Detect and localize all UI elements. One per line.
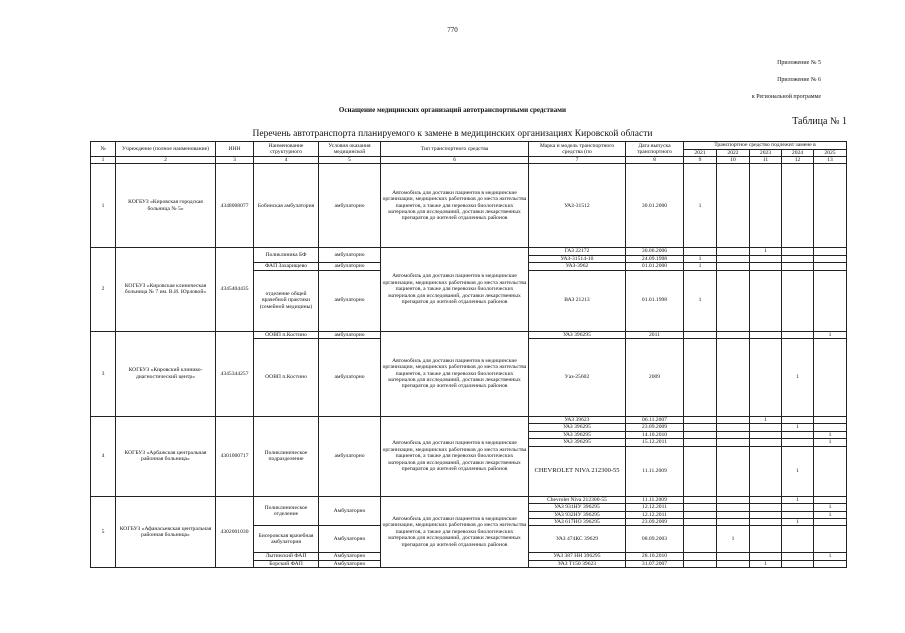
index-cell: 12	[782, 157, 814, 164]
replace-2025: 1	[814, 439, 847, 446]
institution-name: КОГБУЗ «Кировская городская больница № 5»	[116, 164, 216, 248]
replace-2025	[814, 496, 847, 503]
row-num: 2	[91, 248, 116, 331]
vehicle-type: Автомобиль для доставки пациентов в медицинские организации, медицинских работников до места жительства пациентов, а также для перевозки биологических материалов для исследований, доставки лекарственных препаратов до жителей отдаленных районов	[381, 164, 529, 248]
replace-2021	[684, 339, 717, 417]
header-replace: Транспортное средство подлежит замене в	[684, 142, 847, 150]
index-cell: 1	[91, 157, 116, 164]
vehicle-model: Уаз-25602	[529, 339, 626, 417]
replace-2023: 1	[750, 248, 782, 255]
header-institution: Учреждение (полное наименование)	[116, 142, 216, 157]
replace-2022	[717, 439, 750, 446]
release-date: 12.12.2011	[626, 504, 684, 511]
vehicle-model: УАЗ-31514-10	[529, 255, 626, 262]
replace-2021: 1	[684, 270, 717, 331]
vehicle-model: УАЗ 396295	[529, 424, 626, 431]
index-cell: 2	[116, 157, 216, 164]
vehicle-type: Автомобиль для доставки пациентов в медицинские организации, медицинских работников до места жительства пациентов, а также для перевозки биологических материалов для исследований, доставки лекарственных препаратов до жителей отдаленных районов	[381, 248, 529, 331]
replace-2021: 1	[684, 255, 717, 262]
conditions-value: Амбулаторно	[319, 496, 381, 526]
vehicle-model: УАЗ 396295	[529, 439, 626, 446]
replace-2021	[684, 439, 717, 446]
replace-2023	[750, 164, 782, 248]
replace-2021	[684, 446, 717, 496]
replace-2024: 1	[782, 496, 814, 503]
replace-2025: 1	[814, 331, 847, 338]
replace-2022: 1	[717, 526, 750, 553]
replace-2022	[717, 339, 750, 417]
annex-line-2: Приложение № 6	[777, 77, 821, 83]
release-date: 01.01.2000	[626, 263, 684, 270]
conditions-value: амбулаторно	[319, 417, 381, 497]
release-date: 01.01.1998	[626, 270, 684, 331]
replace-2021	[684, 504, 717, 511]
release-date: 11.11.2009	[626, 496, 684, 503]
replace-2023	[750, 263, 782, 270]
division-name: Лытинский ФАП	[254, 553, 319, 560]
vehicle-model: УАЗ 39623	[529, 417, 626, 424]
replace-2025: 1	[814, 431, 847, 438]
header-year: 2022	[717, 149, 750, 157]
replace-2022	[717, 553, 750, 560]
index-cell: 6	[381, 157, 529, 164]
replace-2023	[750, 255, 782, 262]
replace-2024: 1	[782, 339, 814, 417]
replace-2023	[750, 526, 782, 553]
vehicle-model: УАЗ 931НУ 396295	[529, 504, 626, 511]
header-model: Марка и модель транспортного средства (по	[529, 142, 626, 157]
header-division: Наименование структурного	[254, 142, 319, 157]
release-date: 14.10.2010	[626, 431, 684, 438]
vehicle-model: УАЗ-31512	[529, 164, 626, 248]
replace-2024	[782, 439, 814, 446]
division-name: ООВП п.Костино	[254, 339, 319, 417]
conditions-value: амбулаторно	[319, 270, 381, 331]
replace-2024	[782, 255, 814, 262]
table-subtitle: Перечень автотранспорта планируемого к замене в медицинских организациях Кировской области	[252, 129, 653, 139]
replace-2025	[814, 164, 847, 248]
index-cell: 8	[626, 157, 684, 164]
conditions-value: амбулаторно	[319, 263, 381, 270]
replace-2025	[814, 446, 847, 496]
vehicle-model: Chevrolet Niva 212300-55	[529, 496, 626, 503]
header-num: №	[91, 142, 116, 157]
replace-2023	[750, 270, 782, 331]
vehicle-model: CHEVROLET NIVA 212300-55	[529, 446, 626, 496]
row-num: 3	[91, 331, 116, 416]
institution-name: КОГБУЗ «Кировский клинико-диагностический центр»	[116, 331, 216, 416]
conditions-value: Амбулаторно	[319, 560, 381, 567]
vehicle-model: УАЗ 617НО 396295	[529, 518, 626, 525]
inn-value: 4348008077	[216, 164, 254, 248]
replace-2021	[684, 511, 717, 518]
replace-2021	[684, 518, 717, 525]
table-row	[91, 331, 847, 338]
index-cell: 10	[717, 157, 750, 164]
replace-2021	[684, 424, 717, 431]
replace-2022	[717, 270, 750, 331]
replace-2024	[782, 526, 814, 553]
header-date: Дата выпуска транспортного	[626, 142, 684, 157]
release-date: 11.11.2009	[626, 446, 684, 496]
vehicle-type: Автомобиль для доставки пациентов в медицинские организации, медицинских работников до места жительства пациентов, а также для перевозки биологических материалов для исследований, доставки лекарственных препаратов до жителей отдаленных районов	[381, 417, 529, 497]
header-year: 2023	[750, 149, 782, 157]
replace-2025: 1	[814, 504, 847, 511]
index-cell: 11	[750, 157, 782, 164]
vehicle-model: УАЗ Т150 39623	[529, 560, 626, 567]
replace-2025	[814, 560, 847, 567]
table-header	[91, 142, 847, 150]
release-date: 23.09.2009	[626, 518, 684, 525]
row-num: 5	[91, 496, 116, 568]
division-name: Бисеровская врачебная амбулатория	[254, 526, 319, 553]
page-number: 770	[447, 26, 458, 34]
replace-2023	[750, 504, 782, 511]
replace-2021: 1	[684, 164, 717, 248]
replace-2021	[684, 331, 717, 338]
division-name: Поликлиническое подразделение	[254, 417, 319, 497]
vehicle-model: ВАЗ 21213	[529, 270, 626, 331]
inn-value: 4345344257	[216, 331, 254, 416]
conditions-value: Амбулаторно	[319, 526, 381, 553]
table-row	[91, 248, 847, 255]
replace-2021	[684, 431, 717, 438]
replace-2022	[717, 518, 750, 525]
vehicle-model: УАЗ 474КС 39629	[529, 526, 626, 553]
row-num: 1	[91, 164, 116, 248]
inn-value: 4301000717	[216, 417, 254, 497]
institution-name: КОГБУЗ «Кировская клиническая больница № 7 им. В.И. Юрловой»	[116, 248, 216, 331]
release-date: 24.09.1998	[626, 255, 684, 262]
vehicle-model: ГАЗ 22172	[529, 248, 626, 255]
replace-2021	[684, 560, 717, 567]
table-row	[91, 164, 847, 248]
replace-2021: 1	[684, 263, 717, 270]
vehicle-model: УАЗ 932НУ 396295	[529, 511, 626, 518]
index-cell: 7	[529, 157, 626, 164]
annex-line-1: Приложение № 5	[777, 60, 821, 66]
replace-2025	[814, 255, 847, 262]
replace-2023	[750, 496, 782, 503]
replace-2021	[684, 248, 717, 255]
index-cell: 9	[684, 157, 717, 164]
header-inn: ИНН	[216, 142, 254, 157]
division-name: ФАП Захарищево	[254, 263, 319, 270]
replace-2025	[814, 417, 847, 424]
replace-2021	[684, 417, 717, 424]
release-date: 28.10.2010	[626, 553, 684, 560]
division-name: Борский ФАП	[254, 560, 319, 567]
replace-2022	[717, 446, 750, 496]
conditions-value: амбулаторно	[319, 339, 381, 417]
index-cell: 13	[814, 157, 847, 164]
table-number: Таблица № 1	[792, 116, 847, 127]
replace-2024	[782, 504, 814, 511]
release-date: 08.09.2003	[626, 526, 684, 553]
release-date: 31.07.2007	[626, 560, 684, 567]
replace-2023	[750, 424, 782, 431]
conditions-value: Амбулаторно	[319, 553, 381, 560]
index-row	[91, 157, 847, 164]
division-name: ООВП п.Костино	[254, 331, 319, 338]
table-row	[91, 417, 847, 424]
replace-2024	[782, 431, 814, 438]
header-conditions: Условия оказания медицинской	[319, 142, 381, 157]
replace-2025	[814, 339, 847, 417]
header-vehicle-type: Тип транспортного средства	[381, 142, 529, 157]
replace-2021	[684, 496, 717, 503]
replace-2022	[717, 496, 750, 503]
replace-2021	[684, 553, 717, 560]
release-date: 2011	[626, 331, 684, 338]
replace-2023	[750, 446, 782, 496]
document-title: Оснащение медицинских организаций автотранспортными средствами	[338, 106, 567, 114]
division-name: Поликлиника БФ	[254, 248, 319, 263]
index-cell: 3	[216, 157, 254, 164]
inn-value: 4345404435	[216, 248, 254, 331]
vehicle-type: Автомобиль для доставки пациентов в медицинские организации, медицинских работников до места жительства пациентов, а также для перевозки биологических материалов для исследований, доставки лекарственных препаратов до жителей отдаленных районов	[381, 331, 529, 416]
header-year: 2024	[782, 149, 814, 157]
vehicle-model: УАЗ 387 НН 396295	[529, 553, 626, 560]
release-date: 23.09.2009	[626, 424, 684, 431]
replace-2023: 1	[750, 417, 782, 424]
replace-2022	[717, 560, 750, 567]
index-cell: 4	[254, 157, 319, 164]
replace-2025	[814, 263, 847, 270]
replace-2023	[750, 439, 782, 446]
replace-2022	[717, 248, 750, 255]
replace-2022	[717, 331, 750, 338]
replace-2024: 1	[782, 518, 814, 525]
replace-2022	[717, 417, 750, 424]
replace-2024	[782, 553, 814, 560]
replace-2022	[717, 424, 750, 431]
inn-value: 4302001030	[216, 496, 254, 568]
replace-2024: 1	[782, 446, 814, 496]
replace-2024	[782, 270, 814, 331]
replace-2023	[750, 331, 782, 338]
replace-2025: 1	[814, 511, 847, 518]
replace-2022	[717, 504, 750, 511]
replace-2024	[782, 248, 814, 255]
replace-2022	[717, 263, 750, 270]
vehicle-model: УАЗ 396295	[529, 431, 626, 438]
division-name: отделение общей врачебной практики (семейной медицины)	[254, 270, 319, 331]
annex-line-3: к Региональной программе	[751, 94, 821, 100]
conditions-value: амбулаторно	[319, 164, 381, 248]
replace-2025	[814, 248, 847, 255]
replace-2022	[717, 164, 750, 248]
replace-2022	[717, 255, 750, 262]
replace-2022	[717, 511, 750, 518]
vehicle-model: УАЗ-3962	[529, 263, 626, 270]
replace-2021	[684, 526, 717, 553]
replace-2022	[717, 431, 750, 438]
release-date: 30.06.2006	[626, 248, 684, 255]
replace-2024	[782, 164, 814, 248]
release-date: 2009	[626, 339, 684, 417]
replace-2025	[814, 424, 847, 431]
vehicle-table	[90, 141, 847, 568]
conditions-value: амбулаторно	[319, 331, 381, 338]
index-cell: 5	[319, 157, 381, 164]
replace-2024	[782, 560, 814, 567]
release-date: 12.12.2011	[626, 511, 684, 518]
release-date: 06.11.2007	[626, 417, 684, 424]
release-date: 30.01.2000	[626, 164, 684, 248]
replace-2025	[814, 526, 847, 553]
replace-2023: 1	[750, 560, 782, 567]
replace-2025	[814, 270, 847, 331]
replace-2024: 1	[782, 424, 814, 431]
header-year: 2025	[814, 149, 847, 157]
replace-2024	[782, 417, 814, 424]
division-name: Поликлиническое отделение	[254, 496, 319, 526]
replace-2024	[782, 331, 814, 338]
institution-name: КОГБУЗ «Арбажская центральная районная больница»	[116, 417, 216, 497]
row-num: 4	[91, 417, 116, 497]
replace-2023	[750, 518, 782, 525]
replace-2023	[750, 431, 782, 438]
conditions-value: амбулаторно	[319, 248, 381, 263]
replace-2024	[782, 263, 814, 270]
replace-2023	[750, 553, 782, 560]
release-date: 15.12.2011	[626, 439, 684, 446]
replace-2025: 1	[814, 553, 847, 560]
replace-2023	[750, 511, 782, 518]
table-row	[91, 496, 847, 503]
replace-2025	[814, 518, 847, 525]
division-name: Бобинская амбулатория	[254, 164, 319, 248]
replace-2024	[782, 511, 814, 518]
vehicle-model: УАЗ 396295	[529, 331, 626, 338]
institution-name: КОГБУЗ «Афанасьевская центральная районная больница»	[116, 496, 216, 568]
header-year: 2021	[684, 149, 717, 157]
vehicle-type: Автомобиль для доставки пациентов в медицинские организации, медицинских работников до места жительства пациентов, а также для перевозки биологических материалов для исследований, доставки лекарственных препаратов до жителей отдаленных районов	[381, 496, 529, 568]
replace-2023	[750, 339, 782, 417]
